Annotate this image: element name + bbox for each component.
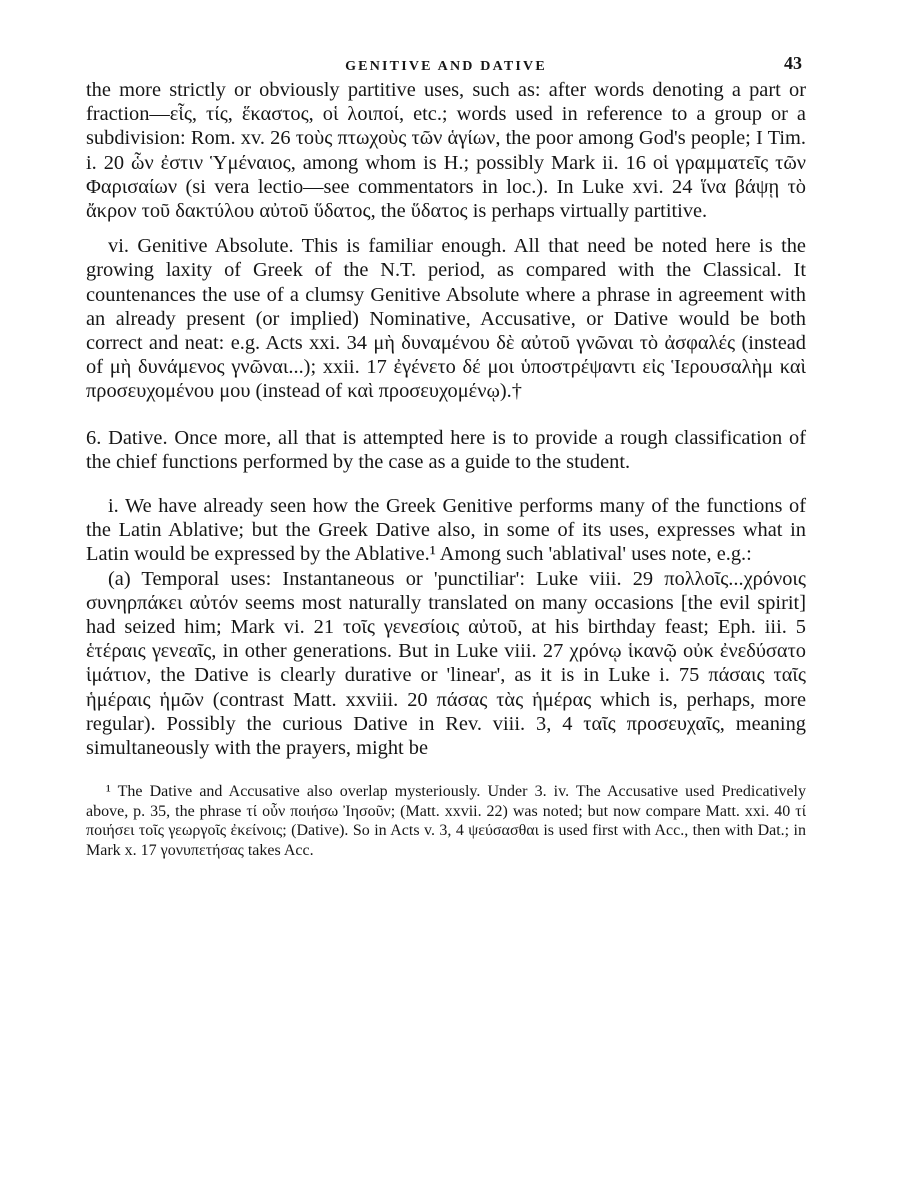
- book-page: [86, 48, 806, 860]
- footnote: ¹ The Dative and Accusative also overlap mysteriously. Under 3. iv. The Accusative used Predicatively above, p. 35, the phrase τί οὖν ποιήσω Ἰησοῦν; (Matt. xxvii. 22) was noted; but now compare Matt. xxi. 40 τί ποιήσει τοῖς γεωργοῖς ἐκείνοις; (Dative). So in Acts v. 3, 4 ψεύσασθαι is used first with Acc., then with Dat.; in Mark x. 17 γονυπετήσας takes Acc.: [86, 783, 806, 859]
- page-number: 43: [784, 53, 802, 73]
- paragraph-temporal-uses: (a) Temporal uses: Instantaneous or 'punctiliar': Luke viii. 29 πολλοῖς...χρόνοις συνηρπάκει αὐτόν seems most naturally translated on many occasions [the evil spirit] had seized him; Mark vi. 21 τοῖς γενεσίοις αὐτοῦ, at his birthday feast; Eph. iii. 5 ἑτέραις γενεαῖς, in other generations. But in Luke viii. 27 χρόνῳ ἱκανῷ οὐκ ἐνεδύσατο ἱμάτιον, the Dative is clearly durative or 'linear', as it is in Luke i. 75 πάσαις ταῖς ἡμέραις ἡμῶν (contrast Matt. xxviii. 20 πάσας τὰς ἡμέρας which is, perhaps, more regular). Possibly the curious Dative in Rev. viii. 3, 4 ταῖς προσευχαῖς, meaning simultaneously with the prayers, might be: [86, 567, 806, 760]
- paragraph-genitive-absolute: vi. Genitive Absolute. This is familiar enough. All that need be noted here is the growing laxity of Greek of the N.T. period, as compared with the Classical. It countenances the use of a clumsy Genitive Absolute where a phrase in agreement with an already present (or implied) Nominative, Accusative, or Dative would be both correct and neat: e.g. Acts xxi. 34 μὴ δυναμένου δὲ αὐτοῦ γνῶναι τὸ ἀσφαλές (instead of μὴ δυνάμενος γνῶναι...); xxii. 17 ἐγένετο δέ μοι ὑποστρέψαντι εἰς Ἱερουσαλὴμ καὶ προσευχομένου μου (instead of καὶ προσευχομένῳ).†: [86, 235, 806, 403]
- paragraph-partitive: the more strictly or obviously partitive uses, such as: after words denoting a part or fraction—εἷς, τίς, ἕκαστος, οἱ λοιποί, etc.; words used in reference to a group or a subdivision: Rom. xv. 26 τοὺς πτωχοὺς τῶν ἁγίων, the poor among God's people; I Tim. i. 20 ὧν ἐστιν Ὑμέναιος, among whom is H.; possibly Mark ii. 16 οἱ γραμματεῖς τῶν Φαρισαίων (si vera lectio—see commentators in loc.). In Luke xvi. 24 ἵνα βάψῃ τὸ ἄκρον τοῦ δακτύλου αὐτοῦ ὕδατος, the ὕδατος is perhaps virtually partitive.: [86, 79, 806, 223]
- paragraph-dative-ablatival: i. We have already seen how the Greek Genitive performs many of the functions of the Latin Ablative; but the Greek Dative also, in some of its uses, expresses what in Latin would be expressed by the Ablative.¹ Among such 'ablatival' uses note, e.g.:: [86, 495, 806, 566]
- paragraph-dative-heading: 6. Dative. Once more, all that is attempted here is to provide a rough classification of the chief functions performed by the case as a guide to the student.: [86, 426, 806, 473]
- running-head: GENITIVE AND DATIVE: [345, 59, 547, 74]
- page-header: [86, 48, 806, 78]
